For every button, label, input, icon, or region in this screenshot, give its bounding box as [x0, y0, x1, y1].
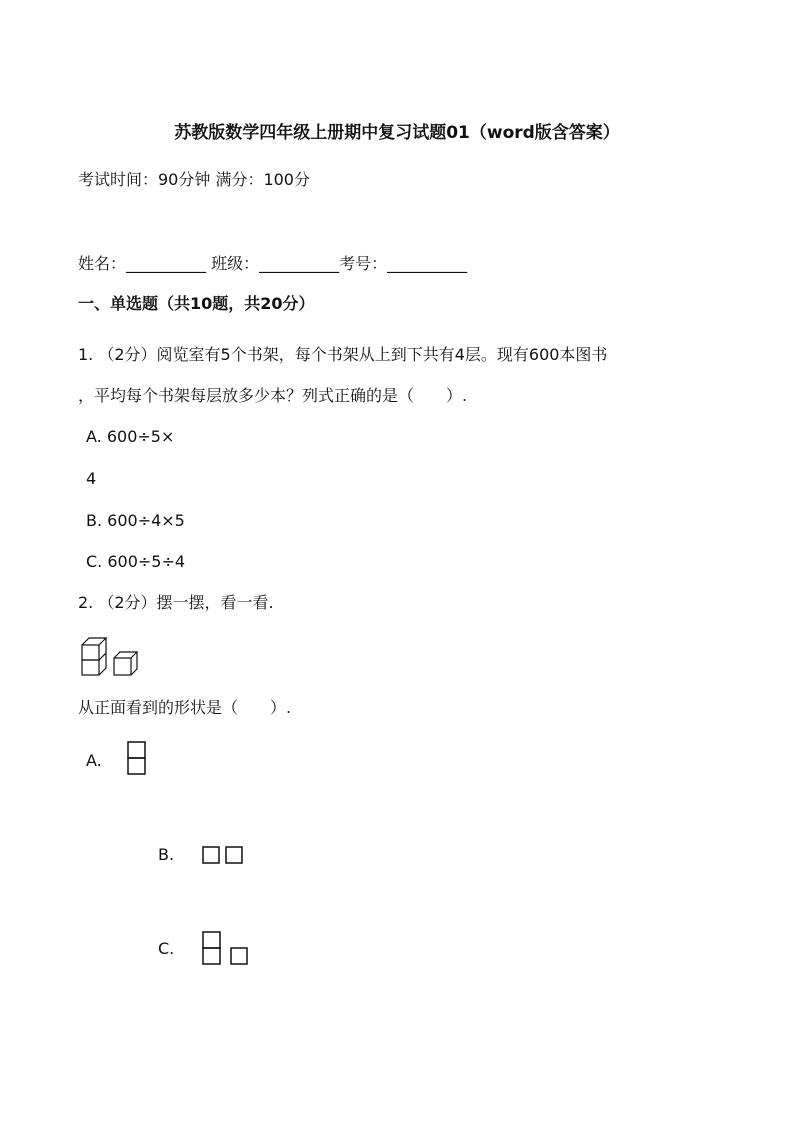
- question-1-line-1: 1. （2分）阅览室有5个书架，每个书架从上到下共有4层。现有600本图书: [78, 345, 608, 364]
- question-1-line-2: ，平均每个书架每层放多少本？列式正确的是（ ）.: [78, 386, 468, 405]
- option-b-shape-figure: [201, 845, 247, 865]
- document-title: 苏教版数学四年级上册期中复习试题01（word版含答案）: [174, 123, 620, 143]
- question-1-option-a-continued: 4: [86, 469, 97, 488]
- option-a-shape-figure: [126, 740, 148, 778]
- student-info: 姓名：__________ 班级：__________考号：__________: [78, 254, 468, 273]
- exam-info: 考试时间：90分钟 满分：100分: [78, 170, 310, 189]
- section-heading: 一、单选题（共10题，共20分）: [78, 294, 315, 313]
- cube-arrangement-figure: [80, 634, 142, 678]
- question-2-option-a-label: A.: [86, 751, 102, 770]
- question-1-option-a: A. 600÷5×: [86, 427, 175, 446]
- question-2-option-c-label: C.: [158, 939, 175, 958]
- question-2-prompt: 从正面看到的形状是（ ）.: [78, 698, 292, 717]
- question-1-option-c: C. 600÷5÷4: [86, 552, 186, 571]
- question-2-line-1: 2. （2分）摆一摆，看一看.: [78, 593, 274, 612]
- option-c-shape-figure: [201, 930, 251, 968]
- question-1-option-b: B. 600÷4×5: [86, 511, 185, 530]
- question-2-option-b-label: B.: [158, 845, 175, 864]
